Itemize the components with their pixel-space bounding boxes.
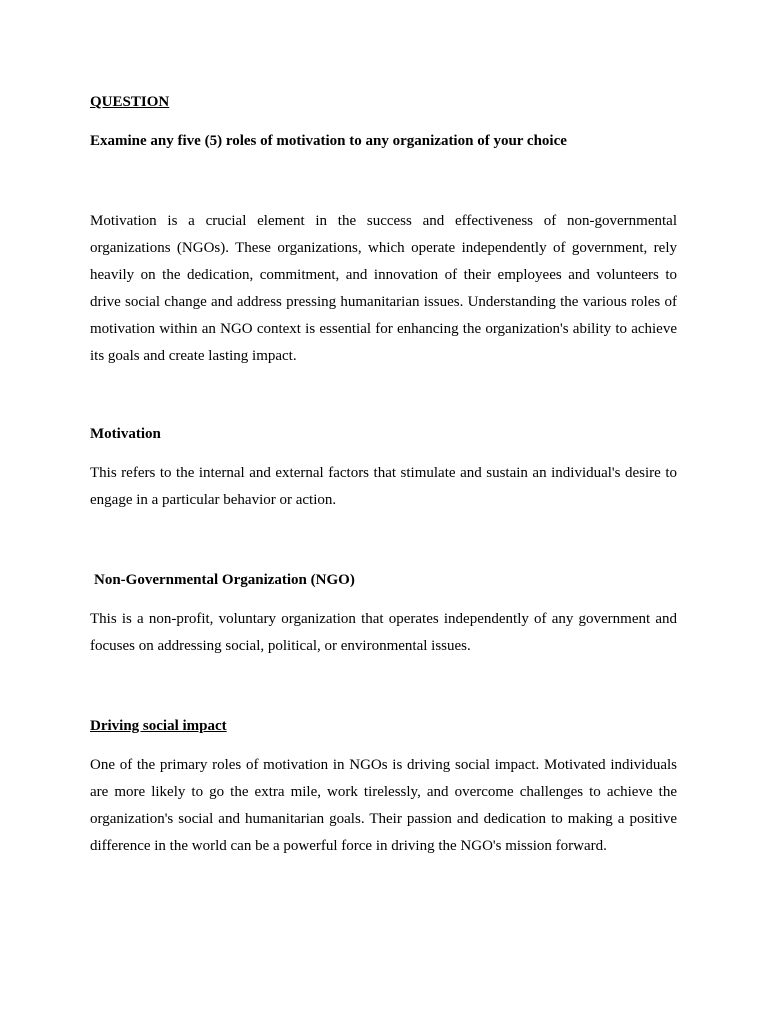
motivation-paragraph: This refers to the internal and external factors that stimulate and sustain an individual's desire to engage in a particular behavior or action. [90, 465, 677, 508]
driving-social-impact-paragraph: One of the primary roles of motivation in NGOs is driving social impact. Motivated individuals are more likely to go the extra mile, work tirelessly, and overcome challenges to achieve the organization's social and humanitarian goals. Their passion and dedication to making a positive difference in the world can be a powerful force in driving the NGO's mission forward. [90, 757, 677, 854]
intro-paragraph: Motivation is a crucial element in the success and effectiveness of non-governmental organizations (NGOs). These organizations, which operate independently of government, rely heavily on the dedication, commitment, and innovation of their employees and volunteers to drive social change and address pressing humanitarian issues. Understanding the various roles of motivation within an NGO context is essential for enhancing the organization's ability to achieve its goals and create lasting impact. [90, 213, 677, 364]
driving-social-impact-heading: Driving social impact [90, 718, 227, 734]
question-text: Examine any five (5) roles of motivation to any organization of your choice [90, 133, 567, 149]
ngo-paragraph: This is a non-profit, voluntary organization that operates independently of any government and focuses on addressing social, political, or environmental issues. [90, 611, 677, 654]
ngo-heading: Non-Governmental Organization (NGO) [94, 572, 355, 588]
motivation-heading: Motivation [90, 426, 161, 442]
question-label: QUESTION [90, 94, 170, 110]
